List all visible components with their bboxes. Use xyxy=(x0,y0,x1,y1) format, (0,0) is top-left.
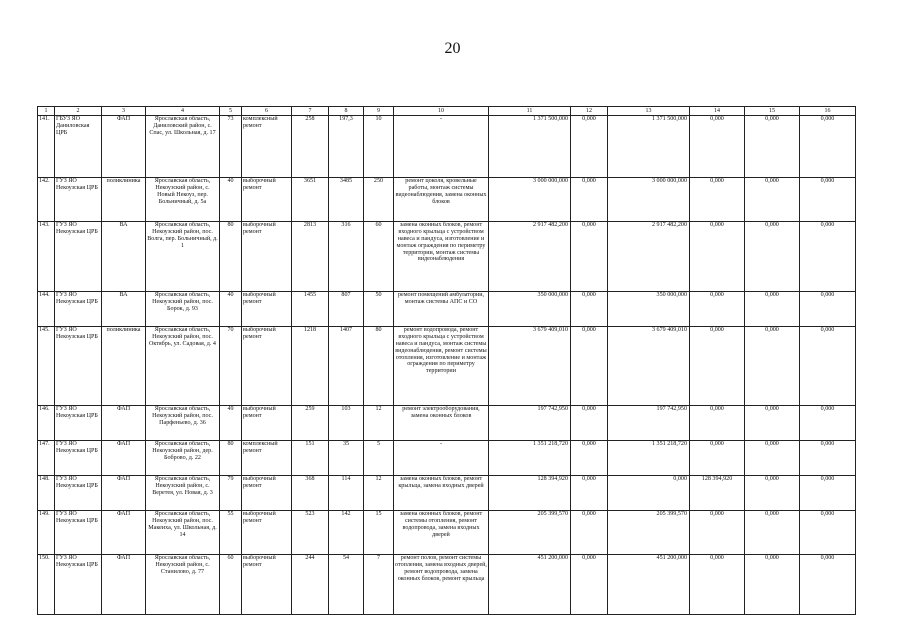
regional-cost-cell: 451 200,000 xyxy=(608,555,690,615)
cost-col15-cell: 0,000 xyxy=(745,441,800,476)
cost-col15-cell: 0,000 xyxy=(745,178,800,222)
cost-col14-cell: 0,000 xyxy=(690,406,745,441)
wear-percent-cell: 55 xyxy=(220,511,242,555)
federal-cost-cell: 0,000 xyxy=(571,292,608,327)
federal-cost-cell: 0,000 xyxy=(571,116,608,178)
cost-col15-cell: 0,000 xyxy=(745,292,800,327)
facility-type-cell: ВА xyxy=(102,292,146,327)
area-repair-cell: 197,3 xyxy=(329,116,364,178)
data-table xyxy=(37,106,856,615)
cost-col14-cell: 0,000 xyxy=(690,116,745,178)
works-description-cell: ремонт электрооборудования, замена оконных блоков xyxy=(394,406,489,441)
organization-cell: ГБУЗ ЯО Даниловская ЦРБ xyxy=(55,116,102,178)
facility-type-cell: ФАП xyxy=(102,555,146,615)
regional-cost-cell: 205 399,570 xyxy=(608,511,690,555)
cost-col16-cell: 0,000 xyxy=(800,292,856,327)
total-cost-cell: 451 200,000 xyxy=(489,555,571,615)
cost-col15-cell: 0,000 xyxy=(745,511,800,555)
column-header: 10 xyxy=(394,107,489,116)
cost-col14-cell: 0,000 xyxy=(690,178,745,222)
facility-type-cell: ФАП xyxy=(102,476,146,511)
table-row xyxy=(38,511,856,555)
cost-col16-cell: 0,000 xyxy=(800,555,856,615)
area-repair-cell: 1407 xyxy=(329,327,364,406)
works-description-cell: - xyxy=(394,441,489,476)
column-header: 2 xyxy=(55,107,102,116)
repair-type-cell: комплексный ремонт xyxy=(242,441,292,476)
total-cost-cell: 350 000,000 xyxy=(489,292,571,327)
regional-cost-cell: 3 000 000,000 xyxy=(608,178,690,222)
federal-cost-cell: 0,000 xyxy=(571,406,608,441)
area-repair-cell: 807 xyxy=(329,292,364,327)
visits-cell: 50 xyxy=(364,292,394,327)
visits-cell: 5 xyxy=(364,441,394,476)
address-cell: Ярославская область, Некоузский район, пос. Октябрь, ул. Садовая, д. 4 xyxy=(146,327,220,406)
area-total-cell: 523 xyxy=(292,511,329,555)
repair-type-cell: выборочный ремонт xyxy=(242,222,292,292)
table-row xyxy=(38,476,856,511)
visits-cell: 10 xyxy=(364,116,394,178)
row-number-cell: 145. xyxy=(38,327,55,406)
federal-cost-cell: 0,000 xyxy=(571,555,608,615)
cost-col16-cell: 0,000 xyxy=(800,178,856,222)
regional-cost-cell: 350 000,000 xyxy=(608,292,690,327)
cost-col14-cell: 0,000 xyxy=(690,292,745,327)
federal-cost-cell: 0,000 xyxy=(571,441,608,476)
area-total-cell: 151 xyxy=(292,441,329,476)
area-repair-cell: 142 xyxy=(329,511,364,555)
column-header: 14 xyxy=(690,107,745,116)
federal-cost-cell: 0,000 xyxy=(571,511,608,555)
wear-percent-cell: 60 xyxy=(220,555,242,615)
area-repair-cell: 114 xyxy=(329,476,364,511)
column-header: 1 xyxy=(38,107,55,116)
facility-type-cell: ФАП xyxy=(102,511,146,555)
regional-cost-cell: 1 371 500,000 xyxy=(608,116,690,178)
column-header: 12 xyxy=(571,107,608,116)
area-total-cell: 368 xyxy=(292,476,329,511)
column-header: 9 xyxy=(364,107,394,116)
organization-cell: ГУЗ ЯО Некоузская ЦРБ xyxy=(55,406,102,441)
cost-col15-cell: 0,000 xyxy=(745,116,800,178)
organization-cell: ГУЗ ЯО Некоузская ЦРБ xyxy=(55,178,102,222)
column-header: 7 xyxy=(292,107,329,116)
repair-type-cell: выборочный ремонт xyxy=(242,292,292,327)
total-cost-cell: 2 917 482,200 xyxy=(489,222,571,292)
address-cell: Ярославская область, Некоузский район, дер. Бобровo, д. 22 xyxy=(146,441,220,476)
column-header: 5 xyxy=(220,107,242,116)
address-cell: Ярославская область, Некоузский район, с. Веретея, ул. Новая, д. 3 xyxy=(146,476,220,511)
row-number-cell: 142. xyxy=(38,178,55,222)
organization-cell: ГУЗ ЯО Некоузская ЦРБ xyxy=(55,292,102,327)
organization-cell: ГУЗ ЯО Некоузская ЦРБ xyxy=(55,555,102,615)
cost-col14-cell: 0,000 xyxy=(690,441,745,476)
federal-cost-cell: 0,000 xyxy=(571,327,608,406)
works-description-cell: замена оконных блоков, ремонт крыльца, замена входных дверей xyxy=(394,476,489,511)
area-total-cell: 3651 xyxy=(292,178,329,222)
row-number-cell: 144. xyxy=(38,292,55,327)
total-cost-cell: 3 679 409,010 xyxy=(489,327,571,406)
visits-cell: 12 xyxy=(364,406,394,441)
table-row xyxy=(38,222,856,292)
header-row xyxy=(38,107,856,116)
table-row xyxy=(38,327,856,406)
area-repair-cell: 316 xyxy=(329,222,364,292)
repair-type-cell: выборочный ремонт xyxy=(242,327,292,406)
column-header: 3 xyxy=(102,107,146,116)
table-row xyxy=(38,116,856,178)
visits-cell: 60 xyxy=(364,222,394,292)
wear-percent-cell: 80 xyxy=(220,441,242,476)
repair-type-cell: выборочный ремонт xyxy=(242,476,292,511)
row-number-cell: 146. xyxy=(38,406,55,441)
cost-col14-cell: 128 394,920 xyxy=(690,476,745,511)
visits-cell: 7 xyxy=(364,555,394,615)
organization-cell: ГУЗ ЯО Некоузская ЦРБ xyxy=(55,222,102,292)
column-header: 6 xyxy=(242,107,292,116)
area-repair-cell: 103 xyxy=(329,406,364,441)
cost-col14-cell: 0,000 xyxy=(690,222,745,292)
works-description-cell: - xyxy=(394,116,489,178)
facility-type-cell: поликлиника xyxy=(102,178,146,222)
page-number: 20 xyxy=(444,40,461,57)
cost-col15-cell: 0,000 xyxy=(745,555,800,615)
cost-col16-cell: 0,000 xyxy=(800,222,856,292)
address-cell: Ярославская область, Некоузский район, пос. Макеиха, ул. Школьная, д. 14 xyxy=(146,511,220,555)
organization-cell: ГУЗ ЯО Некоузская ЦРБ xyxy=(55,441,102,476)
cost-col16-cell: 0,000 xyxy=(800,116,856,178)
repair-type-cell: выборочный ремонт xyxy=(242,178,292,222)
area-total-cell: 258 xyxy=(292,116,329,178)
cost-col16-cell: 0,000 xyxy=(800,406,856,441)
address-cell: Ярославская область, Некоузский район, с. Новый Некоуз, пер. Больничный, д. 5а xyxy=(146,178,220,222)
cost-col15-cell: 0,000 xyxy=(745,406,800,441)
organization-cell: ГУЗ ЯО Некоузская ЦРБ xyxy=(55,327,102,406)
works-description-cell: ремонт полов, ремонт системы отопления, замена входных дверей, ремонт водопровода, замена оконных блоков, ремонт крыльца xyxy=(394,555,489,615)
visits-cell: 250 xyxy=(364,178,394,222)
works-description-cell: ремонт цоколя, кровельные работы, монтаж системы видеонаблюдения, замена оконных блоков xyxy=(394,178,489,222)
data-table-container xyxy=(37,106,855,615)
column-header: 16 xyxy=(800,107,856,116)
address-cell: Ярославская область, Некоузский район, пос. Волга, пер. Больничный, д. 1 xyxy=(146,222,220,292)
cost-col15-cell: 0,000 xyxy=(745,222,800,292)
table-row xyxy=(38,441,856,476)
regional-cost-cell: 197 742,950 xyxy=(608,406,690,441)
area-total-cell: 1455 xyxy=(292,292,329,327)
cost-col14-cell: 0,000 xyxy=(690,327,745,406)
facility-type-cell: ВА xyxy=(102,222,146,292)
cost-col16-cell: 0,000 xyxy=(800,441,856,476)
table-row xyxy=(38,178,856,222)
area-total-cell: 2813 xyxy=(292,222,329,292)
facility-type-cell: ФАП xyxy=(102,441,146,476)
address-cell: Ярославская область, Даниловский район, с. Спас, ул. Школьная, д. 17 xyxy=(146,116,220,178)
row-number-cell: 150. xyxy=(38,555,55,615)
address-cell: Ярославская область, Некоузский район, пос. Парфеньево, д. 36 xyxy=(146,406,220,441)
column-header: 11 xyxy=(489,107,571,116)
repair-type-cell: комплексный ремонт xyxy=(242,116,292,178)
total-cost-cell: 3 000 000,000 xyxy=(489,178,571,222)
area-total-cell: 1218 xyxy=(292,327,329,406)
column-header: 8 xyxy=(329,107,364,116)
facility-type-cell: ФАП xyxy=(102,406,146,441)
cost-col15-cell: 0,000 xyxy=(745,476,800,511)
regional-cost-cell: 1 351 218,720 xyxy=(608,441,690,476)
wear-percent-cell: 49 xyxy=(220,406,242,441)
wear-percent-cell: 40 xyxy=(220,292,242,327)
visits-cell: 12 xyxy=(364,476,394,511)
wear-percent-cell: 40 xyxy=(220,178,242,222)
repair-type-cell: выборочный ремонт xyxy=(242,406,292,441)
row-number-cell: 147. xyxy=(38,441,55,476)
works-description-cell: ремонт помещений амбулатории, монтаж системы АПС и СО xyxy=(394,292,489,327)
row-number-cell: 148. xyxy=(38,476,55,511)
area-repair-cell: 54 xyxy=(329,555,364,615)
regional-cost-cell: 3 679 409,010 xyxy=(608,327,690,406)
table-body xyxy=(38,107,856,615)
wear-percent-cell: 70 xyxy=(220,327,242,406)
organization-cell: ГУЗ ЯО Некоузская ЦРБ xyxy=(55,476,102,511)
table-row xyxy=(38,406,856,441)
visits-cell: 80 xyxy=(364,327,394,406)
total-cost-cell: 1 371 500,000 xyxy=(489,116,571,178)
wear-percent-cell: 79 xyxy=(220,476,242,511)
regional-cost-cell: 2 917 482,200 xyxy=(608,222,690,292)
wear-percent-cell: 73 xyxy=(220,116,242,178)
works-description-cell: ремонт водопровода, ремонт входного крыльца с устройством навеса и пандуса, монтаж системы видеонаблюдения, ремонт системы отопления, изготовление и монтаж ограждения по периметру территории xyxy=(394,327,489,406)
area-total-cell: 244 xyxy=(292,555,329,615)
column-header: 15 xyxy=(745,107,800,116)
row-number-cell: 149. xyxy=(38,511,55,555)
column-header: 4 xyxy=(146,107,220,116)
cost-col16-cell: 0,000 xyxy=(800,476,856,511)
area-repair-cell: 35 xyxy=(329,441,364,476)
cost-col15-cell: 0,000 xyxy=(745,327,800,406)
visits-cell: 15 xyxy=(364,511,394,555)
facility-type-cell: поликлиника xyxy=(102,327,146,406)
total-cost-cell: 205 399,570 xyxy=(489,511,571,555)
facility-type-cell: ФАП xyxy=(102,116,146,178)
row-number-cell: 141. xyxy=(38,116,55,178)
federal-cost-cell: 0,000 xyxy=(571,178,608,222)
cost-col16-cell: 0,000 xyxy=(800,511,856,555)
address-cell: Ярославская область, Некоузский район, пос. Борок, д. 93 xyxy=(146,292,220,327)
total-cost-cell: 197 742,950 xyxy=(489,406,571,441)
works-description-cell: замена оконных блоков, ремонт входного крыльца с устройством навеса и пандуса, изготовление и монтаж ограждения по периметру территории, монтаж системы видеонаблюдения xyxy=(394,222,489,292)
table-row xyxy=(38,292,856,327)
wear-percent-cell: 80 xyxy=(220,222,242,292)
repair-type-cell: выборочный ремонт xyxy=(242,511,292,555)
area-total-cell: 259 xyxy=(292,406,329,441)
regional-cost-cell: 0,000 xyxy=(608,476,690,511)
cost-col16-cell: 0,000 xyxy=(800,327,856,406)
column-header: 13 xyxy=(608,107,690,116)
works-description-cell: замена оконных блоков, ремонт системы отопления, ремонт водопровода, замена входных дверей xyxy=(394,511,489,555)
cost-col14-cell: 0,000 xyxy=(690,511,745,555)
area-repair-cell: 3485 xyxy=(329,178,364,222)
row-number-cell: 143. xyxy=(38,222,55,292)
address-cell: Ярославская область, Некоузский район, с. Станилово, д. 77 xyxy=(146,555,220,615)
federal-cost-cell: 0,000 xyxy=(571,476,608,511)
repair-type-cell: выборочный ремонт xyxy=(242,555,292,615)
federal-cost-cell: 0,000 xyxy=(571,222,608,292)
cost-col14-cell: 0,000 xyxy=(690,555,745,615)
organization-cell: ГУЗ ЯО Некоузская ЦРБ xyxy=(55,511,102,555)
total-cost-cell: 128 394,920 xyxy=(489,476,571,511)
total-cost-cell: 1 351 218,720 xyxy=(489,441,571,476)
table-row xyxy=(38,555,856,615)
